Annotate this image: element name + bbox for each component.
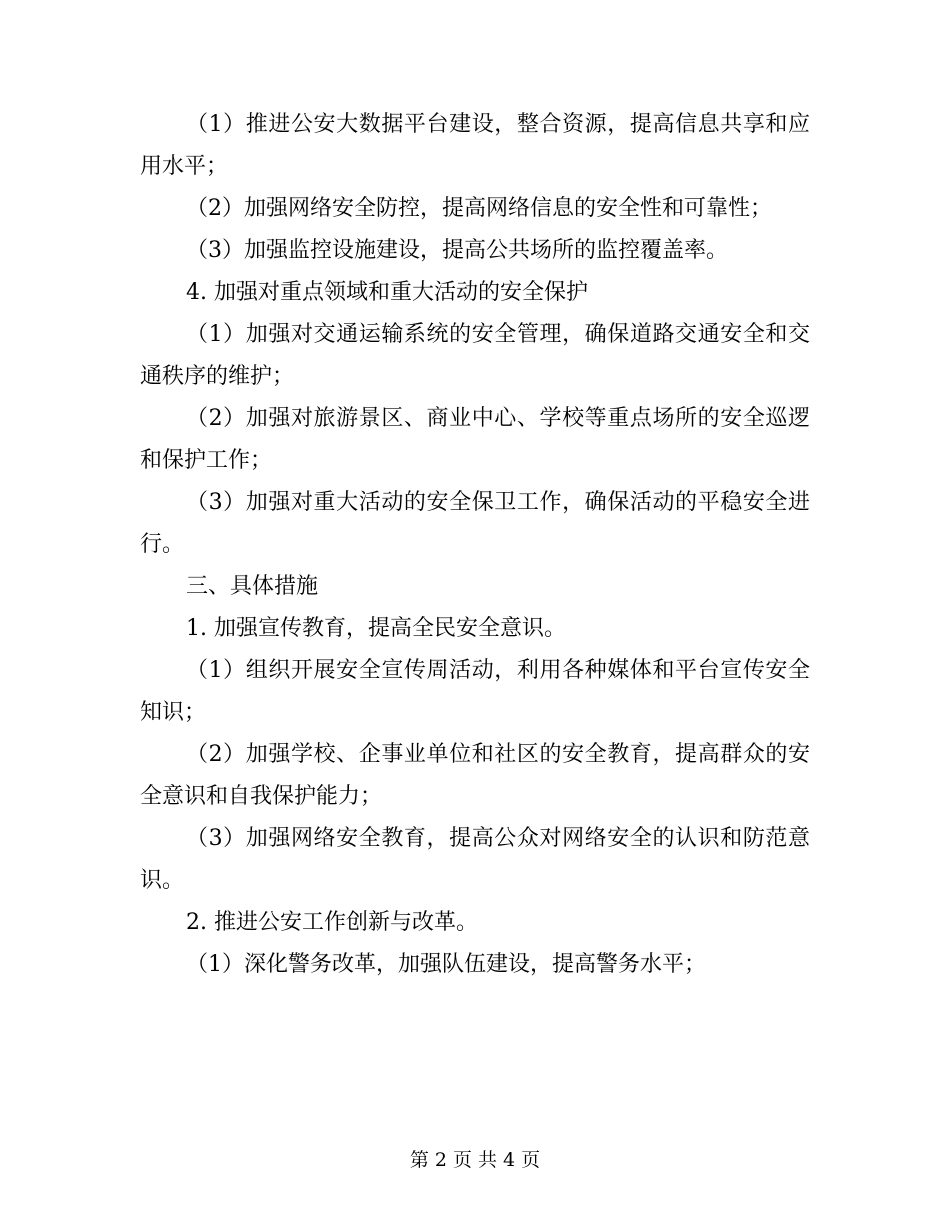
paragraph: （1）推进公安大数据平台建设，整合资源，提高信息共享和应用水平； <box>140 112 810 179</box>
document-body <box>140 104 810 986</box>
paragraph: （2）加强学校、企事业单位和社区的安全教育，提高群众的安全意识和自我保护能力； <box>140 742 810 809</box>
section-heading: 4. 加强对重点领域和重大活动的安全保护 <box>186 280 588 305</box>
chapter-heading: 三、具体措施 <box>186 574 319 599</box>
paragraph: （2）加强网络安全防控，提高网络信息的安全性和可靠性； <box>186 196 772 221</box>
paragraph: （3）加强对重大活动的安全保卫工作，确保活动的平稳安全进行。 <box>140 490 810 557</box>
paragraph: （2）加强对旅游景区、商业中心、学校等重点场所的安全巡逻和保护工作； <box>140 406 810 473</box>
paragraph: （1）深化警务改革，加强队伍建设，提高警务水平； <box>186 952 706 977</box>
section-heading: 1. 加强宣传教育，提高全民安全意识。 <box>186 616 566 641</box>
paragraph: （3）加强网络安全教育，提高公众对网络安全的认识和防范意识。 <box>140 826 810 893</box>
section-heading: 2. 推进公安工作创新与改革。 <box>186 910 478 935</box>
paragraph: （1）加强对交通运输系统的安全管理，确保道路交通安全和交通秩序的维护； <box>140 322 810 389</box>
paragraph: （1）组织开展安全宣传周活动，利用各种媒体和平台宣传安全知识； <box>140 658 810 725</box>
page-number-footer: 第 2 页 共 4 页 <box>409 1149 541 1171</box>
paragraph: （3）加强监控设施建设，提高公共场所的监控覆盖率。 <box>186 238 728 263</box>
